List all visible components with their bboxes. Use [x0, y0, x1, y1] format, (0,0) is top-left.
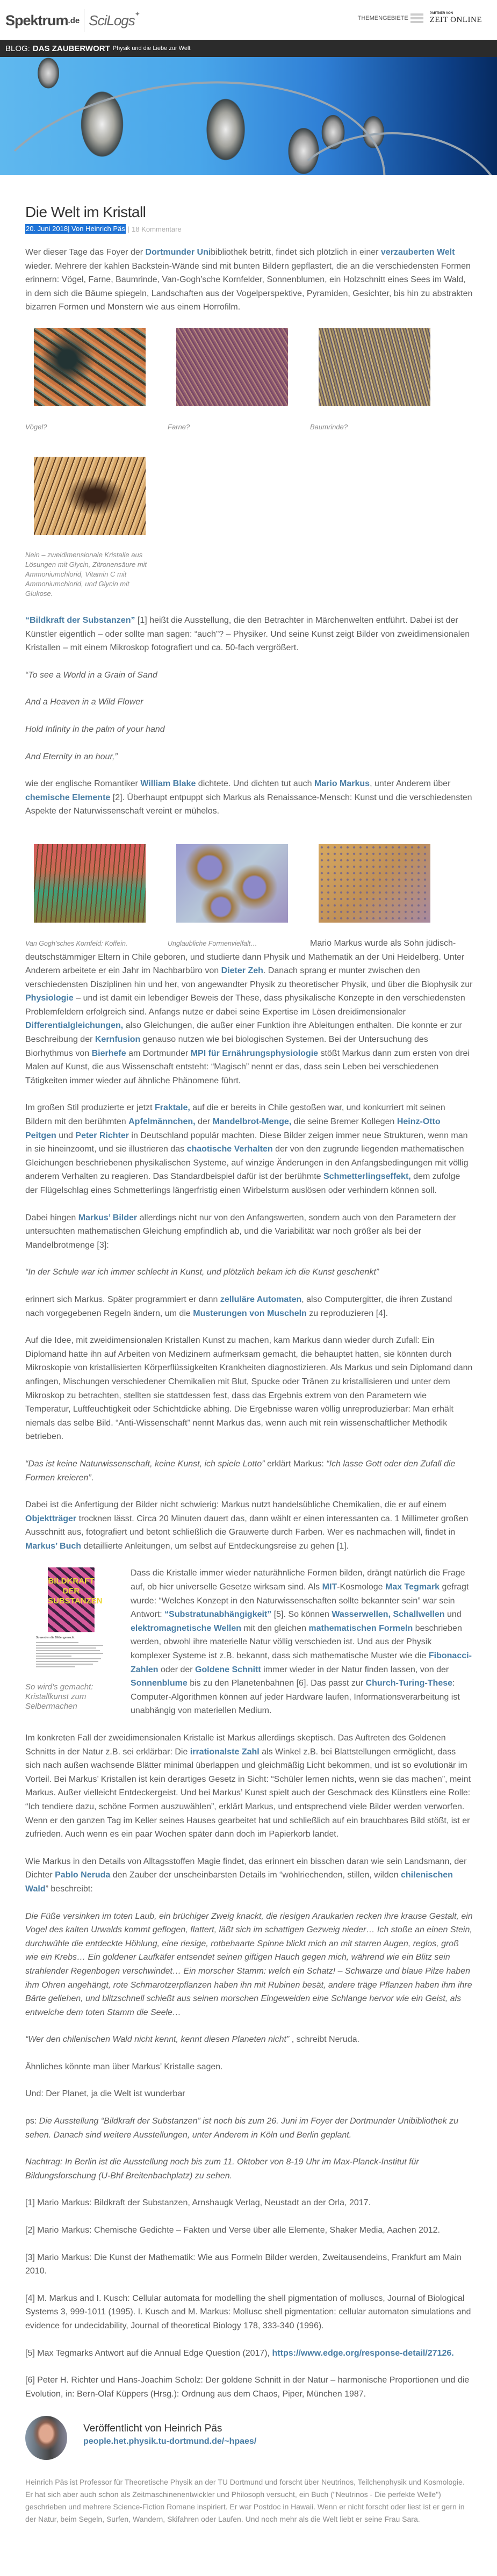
inline-link[interactable]: Schallwellen [393, 1610, 445, 1620]
text-segment: Wer dieser Tage das Foyer der [25, 248, 146, 257]
reference-item [25, 2373, 473, 2401]
paragraph [25, 1334, 473, 1444]
paragraph [25, 1211, 473, 1253]
inline-link[interactable]: Heinz-Otto Peitgen [25, 1117, 441, 1140]
text-segment: genauso nutzen wie bei biologischen Systemen. Bei der Untersuchung des Biorhythmus von [25, 1035, 428, 1058]
article-meta [25, 224, 473, 234]
author-homepage-link[interactable]: people.het.physik.tu-dortmund.de/~hpaes/ [83, 2437, 257, 2447]
text-segment: zu reproduzieren [4]. [306, 1308, 388, 1318]
poem-line: And Eternity in an hour,” [25, 752, 118, 761]
paragraph [25, 1731, 473, 1841]
image-gallery [25, 328, 473, 599]
text-segment: Wie Markus in den Details von Alltagsstoffen Magie findet, das erinnert ein bisschen daran wie sein Landsmann, der Dichter [25, 1857, 467, 1880]
text-segment: in Deutschland populär machten. Diese Bilder zeigen immer neue Strukturen, wenn man in sie hineinzoomt, und sie illustrieren das [25, 1131, 468, 1154]
text-segment: der von den zugrunde liegenden mathematischen Gleichungen beschriebenen physikalischen Systeme, auf winzige Änderungen in den Anfangsbedingungen mit völlig anderem Verhalten zu reagieren. Das Standardbeispiel dafür ist der berühmte [25, 1145, 469, 1182]
text-segment: trocknen lässt. Circa 20 Minuten dauert das, dann wählt er einen interessanten ca. 1 Millimeter großen Ausschnitt aus, fotografiert und betont schließlich die Grauwerte durch Farben. Wer es nachmachen will, findet in [25, 1514, 469, 1537]
text-segment: : Computer-Algorithmen können auf jeder Hardware laufen, Informationsverarbeitung ist unabhängig von materiellen Medium. [131, 1679, 460, 1716]
text-segment: gefragt wurde: “Welches Konzept in den Naturwissenschaften sollte bekannter sein” war sein Antwort: [131, 1582, 469, 1620]
inline-link[interactable]: https://www.edge.org/response-detail/27126. [272, 2348, 454, 2358]
book-cover-title: BILDKRAFT DER SUBSTANZEN [48, 1577, 103, 1606]
gallery-figure [25, 457, 168, 599]
logo-spektrum: Spektrum [5, 12, 68, 28]
themengebiete-menu-button[interactable] [358, 13, 423, 23]
image-caption: Baumrinde? [310, 422, 348, 431]
inline-link[interactable]: MIT [322, 1582, 337, 1592]
inline-link[interactable]: verzauberten Welt [380, 248, 455, 257]
reference-item [25, 2224, 473, 2237]
inline-link[interactable]: Mandelbrot-Menge, [212, 1117, 292, 1127]
paragraph [25, 1457, 473, 1485]
text-segment: Im konkreten Fall der zweidimensionalen Kristalle ist Markus allerdings skeptisch. Das Auftreten des Goldenen Schnitts in der Natur z.B. sei erklärbar: Die [25, 1733, 446, 1757]
paragraph: Und: Der Planet, ja die Welt ist wunderbar [25, 2089, 185, 2099]
inline-link[interactable]: Peter Richter [75, 1131, 129, 1140]
poem-line: Hold Infinity in the palm of your hand [25, 724, 165, 734]
text-segment: -Kosmologe [337, 1582, 385, 1592]
instructions-heading: So werden die Bilder gemacht: [36, 1636, 76, 1640]
text-segment: erinnert sich Markus. Später programmiert er dann [25, 1294, 220, 1304]
text-segment: immer wieder in der Natur finden lassen, von der [261, 1665, 449, 1674]
text-segment: erklärt Markus: [264, 1459, 327, 1469]
author-box [25, 2416, 473, 2460]
text-segment: ” beschreibt: [45, 1884, 93, 1894]
blog-prefix: BLOG: [5, 44, 30, 53]
text-segment: . Danach sprang er munter zwischen den verschiedensten Disziplinen hin und her, von angewandter Physik zu theoretischer Physik, und über die Biophysik zur [25, 966, 473, 989]
inline-link[interactable]: “Substratunabhängigkeit” [164, 1610, 272, 1620]
text-segment: – und ist damit ein lebendiger Beweis der These, dass physikalische Konzepte in den verschiedensten Problemfeldern erfolgreich sind. Anfangs nutze er dabei seine Expertise im Lösen dreidimensionaler [25, 994, 465, 1017]
article-title: Die Welt im Kristall [25, 204, 146, 220]
text-segment: [6] Peter H. Richter und Hans-Joachim Scholz: Der goldene Schnitt in der Natur – harmonische Proportionen und die Evolution, in: Bern-Olaf Küppers (Hrsg.): Ordnung aus dem Chaos, Piper, München 1987. [25, 2376, 470, 2399]
partner-name: ZEIT ONLINE [429, 16, 482, 24]
hamburger-icon [410, 13, 423, 23]
inline-link[interactable]: Max Tegmark [385, 1582, 440, 1592]
text-segment: [1] heißt die Ausstellung, die den Betrachter in Märchenwelten entführt. Dabei ist der Künstler eigentlich – oder sollte man sagen: “auch”? – Physiker. Und seine Kunst zeigt Bilder von zweidimensionalen Kristallen – mit einem Mikroskop fotografiert und ca. 50-fach vergrößert. [25, 615, 470, 653]
inline-link[interactable]: Schmetterlingseffekt, [323, 1172, 411, 1182]
text-segment: ps: [25, 2117, 39, 2126]
text-segment: detaillierte Anleitungen, um selbst auf Entdeckungsreise zu gehen [1]. [81, 1541, 349, 1551]
molecule-icon: ✦ [134, 10, 140, 18]
paragraph [25, 1855, 473, 1896]
text-segment: allerdings nicht nur von den Anfangswerten, sondern auch von den Parametern der untersuchten mathematischen Gleichung empfindlich ab, und die Variabilität war noch größer als bei der Mandelbrotmenge [3]: [25, 1213, 456, 1250]
inline-link[interactable]: “Bildkraft der Substanzen” [25, 615, 135, 625]
quote: “In der Schule war ich immer schlecht in Kunst, und plötzlich bekam ich die Kunst geschenkt” [25, 1268, 379, 1277]
book-figure [25, 1567, 131, 1729]
paragraph [25, 1293, 473, 1320]
gallery-figure [25, 844, 168, 949]
paragraph [25, 614, 473, 655]
author-name: Veröffentlicht von Heinrich Päs [83, 2423, 222, 2435]
text-segment: [2]. Überhaupt entpuppt sich Markus als Renaissance-Mensch: Kunst und die verschiedensten Aspekte der Naturwissenschaft vereint er mühelos. [25, 793, 472, 816]
inline-link[interactable]: Goldene Schnitt [195, 1665, 261, 1674]
avatar[interactable] [25, 2416, 67, 2460]
text-segment: dem zufolge der Flügelschlag eines Schmetterlings längerfristig einen Wirbelsturm auslösen oder verhindern können soll. [25, 1172, 460, 1195]
text-segment: , schreibt Neruda. [289, 2035, 359, 2045]
paragraph [25, 2033, 473, 2047]
image-caption: Van Gogh’sches Kornfeld: Koffein. [25, 939, 128, 947]
italic-text: “Das ist keine Naturwissenschaft, keine Kunst, ich spiele Lotto” [25, 1459, 265, 1469]
text-segment: Dabei ist die Anfertigung der Bilder nicht schwierig: Markus nutzt handelsübliche Chemikalien, die er auf einem [25, 1500, 446, 1510]
inline-link[interactable]: mathematischen Formeln [308, 1623, 413, 1633]
text-segment: mit den gleichen [241, 1623, 309, 1633]
inline-link[interactable]: Fraktale, [154, 1103, 190, 1113]
neruda-quote: Die Füße versinken im toten Laub, ein brüchiger Zweig knackt, die riesigen Araukarien recken ihre krause Gestalt, ein Vogel des kalten Urwalds kommt geflogen, flattert, läßt sich im schattigen Gezweig nieder… Ich stoße an einen Stein, durchwühle die entdeckte Höhlung, eine riesige, rotbehaarte Spinne blickt mich an mit starren Augen, reglos, groß wie ein Krebs… Ein goldener Laufkäfer entsendet seinen giftigen Hauch gegen mich, während wie ein Blitz sein strahlender Regenbogen verschwindet… Ein morscher Stamm: welch ein Schatz! – Schwarze und blaue Pilze haben ihm Ohren angehängt, rote Schmarotzerpflanzen haben ihn mit Rubinen besät, andere träge Pflanzen haben ihm ihre Bärte geliehen, und blitzschnell schießt aus seinen morschen Eingeweiden eine Schlange hervor wie ein Geist, als entweiche dem toten Stamm die Seele… [25, 1911, 473, 2017]
date-author[interactable]: 20. Juni 2018| Von Heinrich Päs [26, 225, 125, 233]
inline-link[interactable]: Wasserwellen, [332, 1610, 391, 1620]
text-segment: , unter Anderem über [370, 779, 451, 789]
crystal-image[interactable] [176, 328, 288, 406]
text-segment: [4] M. Markus and I. Kusch: Cellular automata for modelling the shell pigmentation of molluscs, Journal of Biological Systems 3, 999-1011 (1995). I. Kusch and M. Markus: Mollusc shell pigmentation: cellular automaton simulations and evidence for undecidability, Journal of theoretical Biology 178, 333-340 (1996). [25, 2293, 471, 2330]
text-segment: , also Computergitter, die ihren Zustand nach vorgegebenen Regeln ändern, um die [25, 1294, 452, 1318]
text-segment: bibliothek betritt, findet sich plötzlich in einer [211, 248, 381, 257]
gallery-figure [310, 844, 452, 937]
inline-link[interactable]: Bierhefe [91, 1048, 126, 1058]
inline-link[interactable]: chemische Elemente [25, 793, 111, 802]
zeit-online-partner-logo[interactable] [430, 12, 482, 25]
inline-link[interactable]: chaotische Verhalten [186, 1145, 273, 1154]
inline-link[interactable]: Fibonacci-Zahlen [131, 1651, 472, 1674]
image-caption: Farne? [168, 422, 190, 431]
spektrum-scilogs-logo[interactable] [5, 10, 140, 31]
text-segment: wieder. Mehrere der kahlen Backstein-Wände sind mit bunten Bildern gepflastert, die an die verschiedensten Formen erinnern: Vögel, Farne, Baumrinde, Van-Gogh’sche Kornfelder, Sonnenblumen, ein Holzschnitt eines Sees im Wald, in dem sich die Bäume spiegeln, Landschaften aus der Vogelperspektive, Pyramiden, Gesichter, bis hin zu abstrakten bizarren Formen und Monstern wie aus einem Horrofilm. [25, 261, 473, 312]
text-segment: Dass die Kristalle immer wieder naturähnliche Formen bilden, drängt natürlich die Frage auf, ob hier universelle Gesetze wirksam sind. Als [131, 1568, 465, 1592]
image-caption: Unglaubliche Formenvielfalt… [168, 939, 257, 947]
crystal-image[interactable] [34, 844, 146, 923]
text-segment: der [195, 1117, 213, 1127]
meta-separator: | [127, 225, 130, 233]
gallery-figure [310, 328, 452, 432]
text-segment: [2] Mario Markus: Chemische Gedichte – Fakten und Verse über alle Elemente, Shaker Media, Aachen 2012. [25, 2226, 440, 2235]
text-segment: die seine Bremer Kollegen [291, 1117, 397, 1127]
logo-de: .de [68, 16, 80, 25]
poem-line: And a Heaven in a Wild Flower [25, 697, 143, 707]
book-instructions-image [36, 1636, 107, 1667]
text-segment: oder der [158, 1665, 196, 1674]
paragraph [25, 777, 473, 818]
text-segment: Mario Markus wurde als Sohn jüdisch-deutschstämmiger Eltern in Chile geboren, und studierte dann Physik und Mathematik an der Uni Heidelberg. Unter Anderem arbeitete er ein Jahr im Nachbarbüro von [25, 938, 465, 976]
text-segment: [1] Mario Markus: Bildkraft der Substanzen, Arnshaugk Verlag, Neustadt an der Orla, 2017. [25, 2198, 371, 2208]
blog-tagline: Physik und die Liebe zur Welt [112, 45, 191, 52]
inline-link[interactable]: Differentialgleichungen, [25, 1021, 124, 1031]
partner-label: PARTNER VON [429, 12, 453, 15]
text-segment: Im großen Stil produzierte er jetzt [25, 1103, 155, 1113]
text-segment: wie der englische Romantiker [25, 779, 141, 789]
text-segment: als Winkel z.B. bei Blattstellungen ermöglicht, dass sich nach außen wachsende Blätter minimal überlappen und gleichmäßig Licht bekommen, und ist so evolutionär im Vorteil. Bei Markus’ Kristallen ist kein derartiges Gesetz in Sicht: “Schüler lernen nichts, wenn sie das machen”, meint Markus. Außer vielleicht Entdeckergeist. Und bei Markus’ Kunst spielt auch der Geschmack des Künstlers eine Rolle: “Ich tendiere dazu, schöne Formen auszuwählen”, erklärt Markus, und entsprechend viele Bilder werden verworfen. Wenn er den ganzen Tag im Keller seines Hauses gearbeitet hat und schließlich auf ein brauchbares Bild stößt, ist er zufrieden. Auch wenn es ein paar Wochen später dann doch im Papierkorb landet. [25, 1747, 471, 1839]
reference-item [25, 2251, 473, 2278]
references [25, 2196, 473, 2401]
inline-link[interactable]: Sonnenblume [131, 1679, 188, 1688]
ps-note [25, 2114, 473, 2142]
inline-link[interactable]: Dortmunder Uni [145, 248, 211, 257]
image-caption: So wird’s gemacht: Kristallkunst zum Selbermachen [25, 1682, 93, 1711]
paragraph [25, 1101, 473, 1197]
blog-name: DAS ZAUBERWORT [32, 44, 110, 53]
reference-item [25, 2292, 473, 2333]
text-segment: . [91, 1473, 94, 1483]
article [0, 204, 497, 2525]
paragraph [25, 1498, 473, 1553]
text-segment: beschrieben werden, obwohl ihre materielle Natur völlig verschieden ist. Und aus der Physik komplexer Systeme ist z.B. bekannt, dass sich mathematische Muster wie die [131, 1623, 462, 1661]
text-segment: und [56, 1131, 76, 1140]
logo-scilogs: SciLogs [89, 12, 135, 28]
crystal-image[interactable] [319, 328, 430, 406]
inline-link[interactable]: zelluläre Automaten [220, 1294, 302, 1304]
crystal-image[interactable] [34, 328, 146, 406]
text-segment: [5] Max Tegmarks Antwort auf die Annual Edge Question (2017), [25, 2348, 272, 2358]
inline-link[interactable]: Musterungen von Muscheln [193, 1308, 307, 1318]
text-segment: den Zauber der unscheinbarsten Details im “wohlriechenden, stillen, wilden [110, 1870, 401, 1880]
text-segment: also Gleichungen, die außer einer Funktion ihre Ableitungen enthalten. Die konnte er zur Beschreibung der [25, 1021, 462, 1045]
inline-link[interactable]: elektromagnetische Wellen [131, 1623, 241, 1633]
crystal-image[interactable] [34, 457, 146, 535]
gallery-figure [25, 328, 168, 432]
reference-item [25, 2196, 473, 2210]
paragraph: Ähnliches könnte man über Markus’ Kristalle sagen. [25, 2062, 223, 2071]
inline-link[interactable]: irrationalste Zahl [190, 1747, 260, 1757]
book-cover-image[interactable] [48, 1567, 103, 1632]
nachtrag-note: Nachtrag: In Berlin ist die Ausstellung noch bis zum 11. Oktober von 8-19 Uhr im Max-Planck-Institut für Bildungsforschung (U-Bhf Breitenbachplatz) zu sehen. [25, 2157, 419, 2181]
text-segment: am Dortmunder [126, 1048, 191, 1058]
themengebiete-label: THEMENGEBIETE [357, 15, 408, 21]
crystal-image[interactable] [319, 844, 430, 923]
image-caption: Nein – zweidimensionale Kristalle aus Lösungen mit Glycin, Zitronensäure mit Ammoniumchlorid, Vitamin C mit Ammoniumchlorid, und Glycin mit Glukose. [25, 550, 147, 598]
gallery-figure [168, 844, 310, 949]
text-segment: [3] Mario Markus: Die Kunst der Mathematik: Wie aus Formeln Bilder werden, Zweitausendeins, Frankfurt am Main 2010. [25, 2253, 462, 2276]
text-segment: [5]. So können [271, 1610, 332, 1620]
text-segment: auf die er bereits in Chile gestoßen war, und konkurriert mit seinen Bildern mit den berühmten [25, 1103, 445, 1127]
inline-link[interactable]: Physiologie [25, 994, 74, 1003]
inline-link[interactable]: William Blake [140, 779, 196, 789]
author-bio: Heinrich Päs ist Professor für Theoretische Physik an der TU Dortmund und forscht über Neutrinos, Teilchenphysik und Kosmologie. Er hat sich aber auch schon als Zeitmaschinenentwickler und Philosoph versucht, ein Buch ("Neutrinos - Die perfekte Welle") geschrieben und mehrere Science-Fiction Romane inspiriert. Er war Postdoc in Hawaii. Wenn er nicht forscht oder liest ist er gern in der Natur, beim Segeln, Surfen, Wandern, Skifahren oder Laufen. Und noch mehr als die Welt liebt er seine Frau Sara. [25, 2478, 465, 2524]
image-gallery [25, 844, 473, 1088]
inline-link[interactable]: Markus’ Bilder [78, 1213, 138, 1222]
italic-text: “Ich lasse Gott oder den Zufall die Formen kreieren” [25, 1459, 456, 1483]
poem-line: “To see a World in a Grain of Sand [25, 670, 157, 680]
text-segment: bis zu den Planetenbahnen [6]. Das passt zur [187, 1679, 366, 1688]
inline-link[interactable]: Dieter Zeh [221, 966, 263, 976]
inline-link[interactable]: Mario Markus [314, 779, 370, 789]
italic-text: Die Ausstellung “Bildkraft der Substanzen” ist noch bis zum 26. Juni im Foyer der Dortmunder Unibibliothek zu sehen. Danach sind weitere Ausstellungen, unter Anderem in Köln und Berlin geplant. [25, 2117, 458, 2140]
hero-banner-image [0, 57, 497, 175]
text-segment: und [444, 1610, 462, 1620]
site-header [0, 0, 497, 175]
text-segment: Dabei hingen [25, 1213, 78, 1222]
inline-link[interactable]: Kernfusion [95, 1035, 141, 1045]
crystal-image[interactable] [176, 844, 288, 923]
image-caption: Vögel? [25, 422, 47, 431]
inline-link[interactable]: Pablo Neruda [55, 1870, 111, 1880]
comments-link[interactable]: 18 Kommentare [132, 225, 182, 233]
inline-link[interactable]: Markus’ Buch [25, 1541, 82, 1551]
inline-link[interactable]: chilenischen Wald [25, 1870, 453, 1894]
text-segment: stößt Markus dann zum ersten von drei Malen auf Kunst, die aus Wissenschaft entsteht: “Magisch” nennt er das, dass sein Leben bei verschiedenen Tätigkeiten immer wieder auf ähnliche Phänomene führt. [25, 1048, 470, 1085]
inline-link[interactable]: Apfelmännchen, [128, 1117, 196, 1127]
inline-link[interactable]: Church-Turing-These [365, 1679, 453, 1688]
text-segment: Auf die Idee, mit zweidimensionalen Kristallen Kunst zu machen, kam Markus dann wieder durch Zufall: Ein Diplomand hatte ihn auf Arbeiten von Medizinern aufmerksam gemacht, die behauptet hatten, sie könnten durch Mikroskopie von kristallisierten Körperflüssigkeiten Krankheiten diagnostizieren. Als Markus und sein Diplomand dann anfingen, Mischungen verschiedener Chemikalien mit Blut, Spucke oder Tränen zu kristallisieren und unter dem Mikroskop zu betrachten, stellten sie stattdessen fest, dass das Ergebnis extrem von den Parametern wie Temperatur, Luftfeuchtigkeit oder Schichtdicke abhing. Die Ergebnisse waren völlig unreproduzierbar: Man erhält niemals das selbe Bild. “Anti-Wissenschaft” nennt Markus das, wenn auch mit rein wissenschaftlicher Methodik betrieben. [25, 1336, 473, 1442]
italic-text: “Wer den chilenischen Wald nicht kennt, kennt diesen Planeten nicht” [25, 2035, 290, 2045]
text-segment: dichtete. Und dichten tut auch [196, 779, 314, 789]
paragraph [25, 246, 473, 314]
inline-link[interactable]: Objektträger [25, 1514, 77, 1523]
inline-link[interactable]: MPI für Ernährungsphysiologie [190, 1048, 319, 1058]
reference-item [25, 2347, 473, 2361]
blog-title-bar[interactable] [0, 40, 497, 57]
gallery-figure [168, 328, 310, 432]
